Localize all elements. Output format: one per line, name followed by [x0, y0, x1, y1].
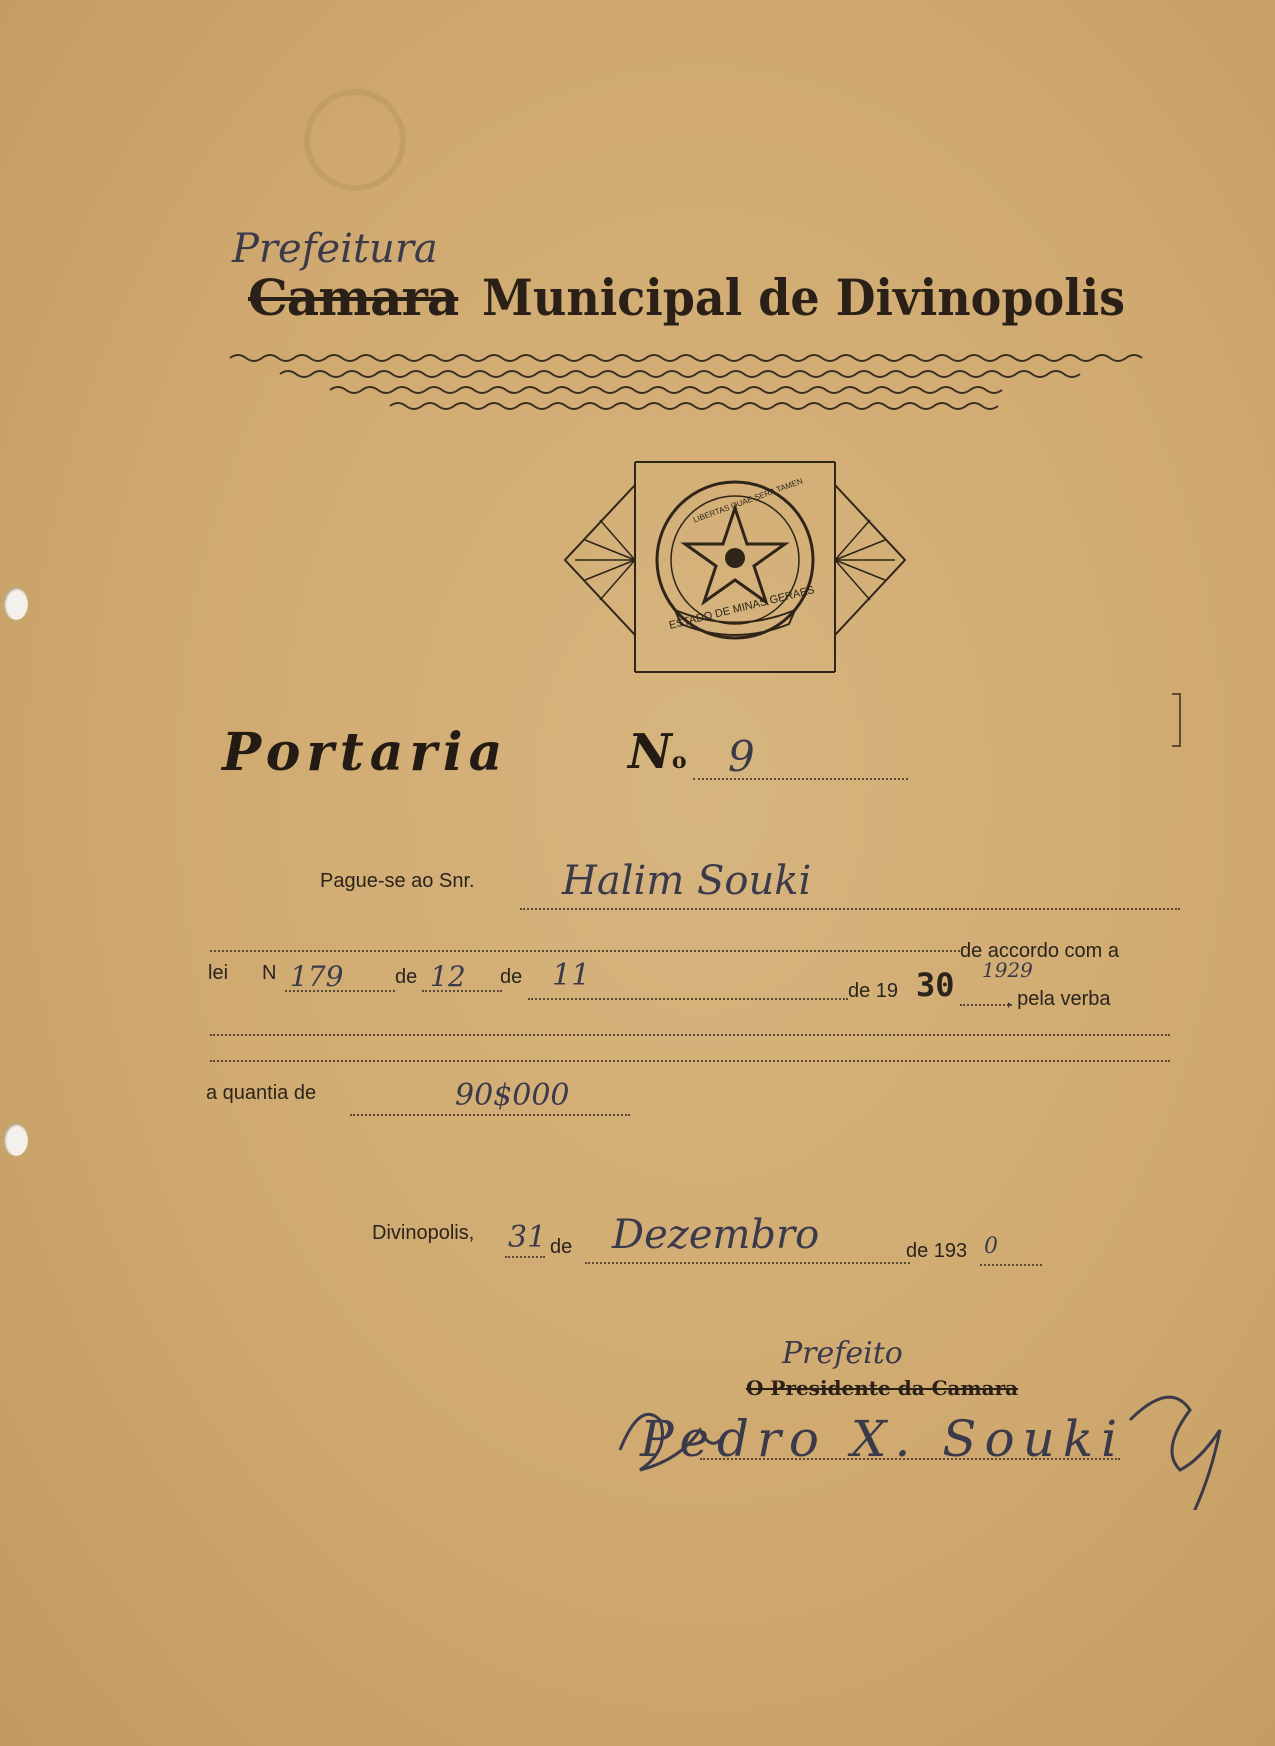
signature-handwritten-title: Prefeito: [782, 1336, 903, 1371]
portaria-label: Portaria: [222, 722, 509, 783]
margin-bracket: [1168, 690, 1188, 750]
lei-label: lei: [208, 962, 229, 984]
number-line: [693, 778, 908, 780]
quantia-label: a quantia de: [206, 1082, 317, 1104]
lei-year-handwritten: 1929: [982, 958, 1033, 982]
date-de2: de 193: [906, 1240, 968, 1262]
header-struck-word: Camara: [248, 268, 459, 327]
punch-hole: [4, 588, 28, 620]
accordo-label: de accordo com a: [960, 940, 1119, 962]
quantia-line: [350, 1114, 630, 1116]
portaria-number-value: 9: [728, 732, 755, 781]
pela-verba-label: , pela verba: [1006, 988, 1111, 1010]
date-month: Dezembro: [612, 1212, 820, 1258]
date-de1: de: [550, 1236, 573, 1258]
emblem-motto: LIBERTAS QUAE SERA TAMEN: [691, 476, 804, 525]
lei-day: 12: [430, 960, 466, 993]
faded-stamp: [290, 85, 420, 195]
verba-line: [210, 1034, 1170, 1036]
quantia-value: 90$000: [455, 1078, 570, 1113]
date-month-line: [585, 1262, 910, 1264]
state-emblem: [555, 460, 915, 680]
lei-n-label: N: [262, 962, 277, 984]
verba-line-2: [210, 1060, 1170, 1062]
signature-struck-title: O Presidente da Camara: [746, 1376, 1019, 1400]
emblem-text: ESTADO DE MINAS GERAES: [667, 584, 816, 632]
lei-month-line: [528, 998, 848, 1000]
date-day: 31: [508, 1220, 547, 1255]
signature-flourish: [600, 1380, 1260, 1510]
lei-de2: de: [500, 966, 523, 988]
wavy-divider: [220, 350, 1200, 420]
number-label: No: [628, 724, 687, 780]
lei-year-label: de 19: [848, 980, 899, 1002]
punch-hole: [4, 1124, 28, 1156]
lei-number: 179: [290, 960, 344, 993]
date-city-label: Divinopolis,: [372, 1222, 475, 1244]
header-handwritten-correction: Prefeitura: [232, 226, 438, 272]
pague-label: Pague-se ao Snr.: [320, 870, 475, 892]
payee-line: [520, 908, 1180, 910]
lei-year-line: [960, 1004, 1012, 1006]
lei-year-typed: 30: [916, 966, 955, 1004]
payee-name: Halim Souki: [562, 858, 812, 904]
lei-de1: de: [395, 966, 418, 988]
lei-month: 11: [552, 958, 591, 993]
date-year-line: [980, 1264, 1042, 1266]
blank-line: [210, 950, 960, 952]
signature-name: Pedro X. Souki: [640, 1410, 1126, 1468]
date-day-line: [505, 1256, 545, 1258]
date-year-digit: 0: [984, 1234, 998, 1259]
page-title: Municipal de Divinopolis: [482, 268, 1126, 327]
